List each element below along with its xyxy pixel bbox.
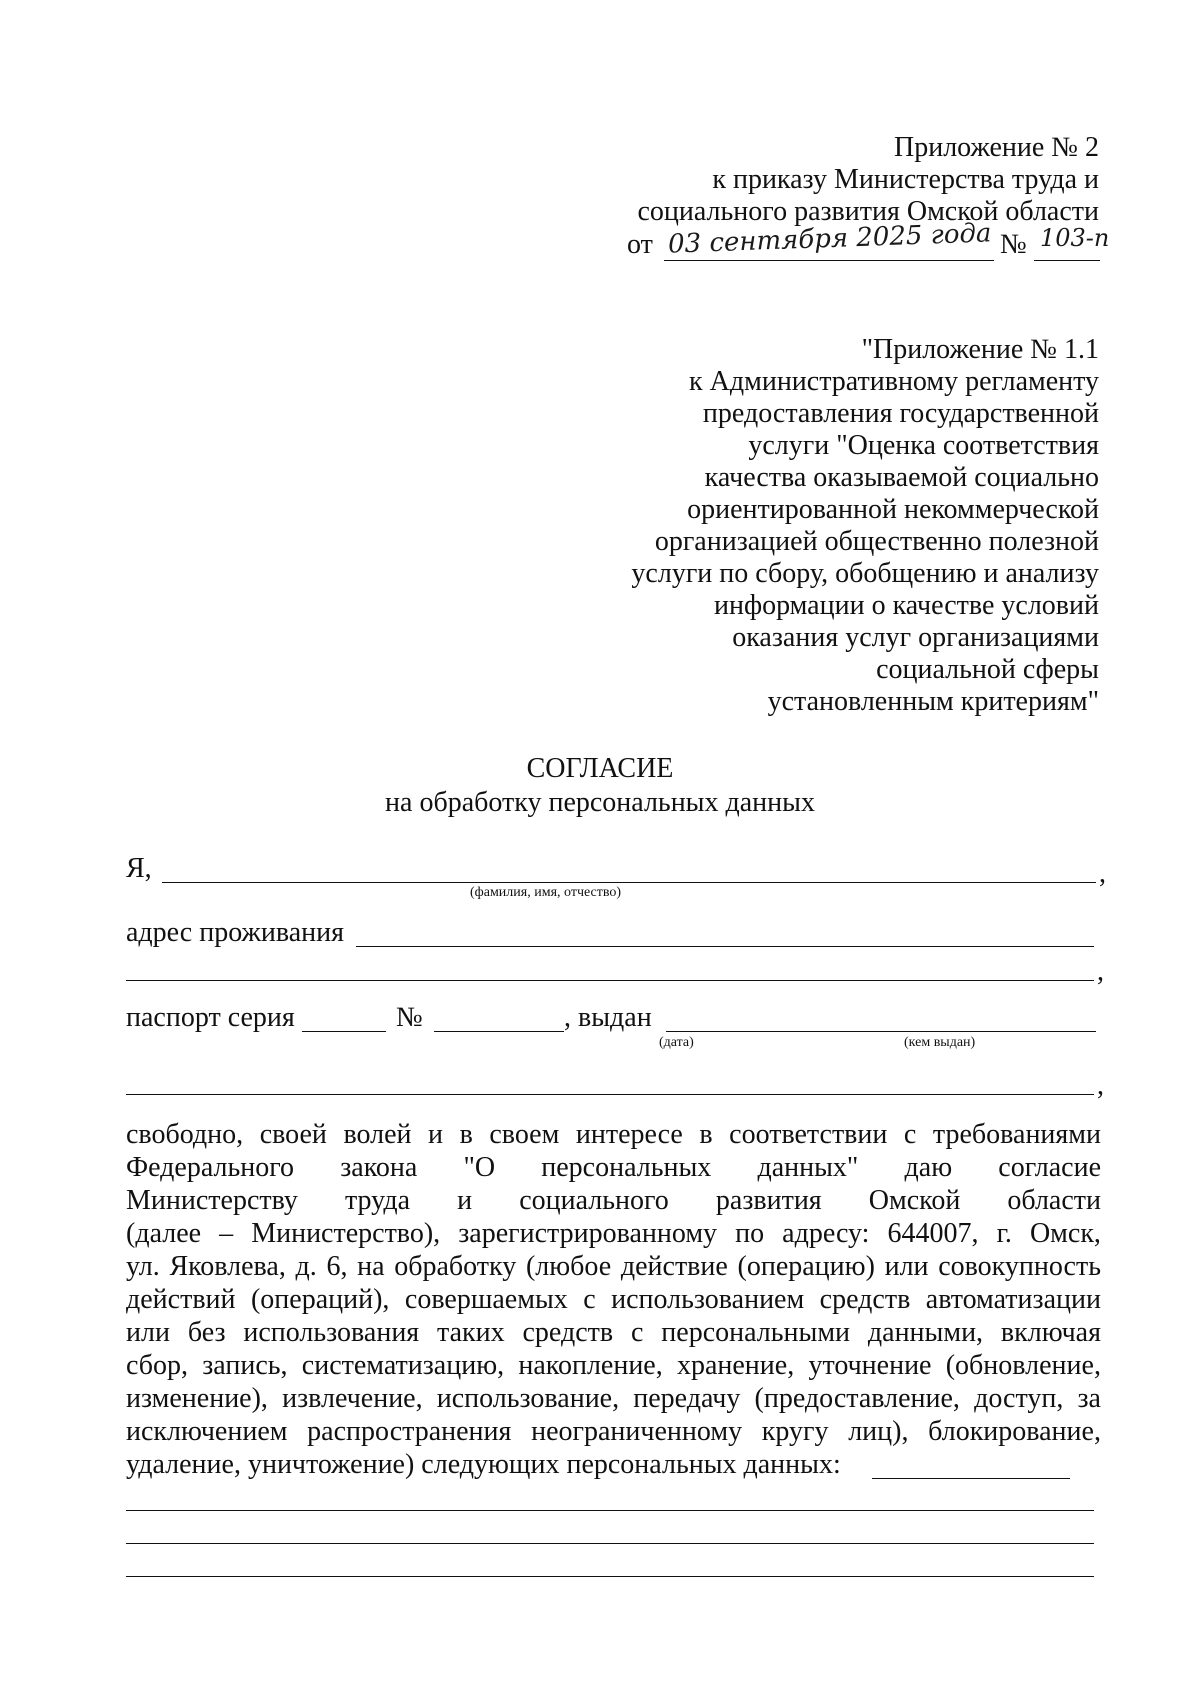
appendix-line: ориентированной некоммерческой [687,494,1099,525]
body-line: Федерального закона "О персональных данных" даю согласие [126,1152,1101,1183]
document-title: СОГЛАСИЕ [526,753,674,784]
appendix-line: качества оказываемой социально [704,462,1099,493]
i-label: Я, [126,853,152,884]
fio-field-line[interactable] [162,882,1096,883]
passport-issued-field[interactable] [666,1031,1096,1032]
passport-date-caption: (дата) [659,1035,694,1050]
body-line: ул. Яковлева, д. 6, на обработку (любое действие (операцию) или совокупность [126,1251,1101,1282]
order-number-handwritten: 103-п [1040,224,1110,252]
passport-number-field[interactable] [434,1031,564,1032]
passport-series-label: паспорт серия [126,1002,295,1033]
appendix-line: социальной сферы [876,654,1099,685]
body-line: Министерству труда и социального развития Омской области [126,1185,1101,1216]
header-line-2: к приказу Министерства труда и [712,164,1099,195]
appendix-line: услуги "Оценка соответствия [748,430,1099,461]
address-field-line-1[interactable] [356,946,1094,947]
appendix-line: услуги по сбору, обобщению и анализу [631,558,1099,589]
order-date-handwritten: 03 сентября 2025 года [667,218,992,260]
header-line-3: социального развития Омской области [637,196,1099,227]
appendix-line: организацией общественно полезной [654,526,1099,557]
order-number-underline [1034,260,1100,261]
body-last-line: удаление, уничтожение) следующих персональных данных: [126,1449,841,1480]
personal-data-field-4[interactable] [126,1576,1094,1577]
header-number-label: № [1000,229,1027,260]
personal-data-field-2[interactable] [126,1510,1094,1511]
body-line: изменение), извлечение, использование, передачу (предоставление, доступ, за [126,1383,1101,1414]
appendix-line: информации о качестве условий [713,590,1099,621]
body-line: свободно, своей волей и в своем интересе в соответствии с требованиями [126,1119,1101,1150]
body-line: (далее – Министерство), зарегистрированному по адресу: 644007, г. Омск, [126,1218,1101,1249]
header-from-label: от [627,229,653,260]
appendix-line: к Административному регламенту [689,366,1099,397]
passport-issuer-caption: (кем выдан) [904,1035,976,1050]
passport-issued-label: , выдан [564,1002,652,1033]
passport-issued-field-2[interactable] [126,1094,1094,1095]
body-line: или без использования таких средств с персональными данными, включая [126,1317,1101,1348]
address-field-line-2[interactable] [126,980,1094,981]
appendix-line: предоставления государственной [702,398,1099,429]
appendix-line: оказания услуг организациями [732,622,1099,653]
personal-data-field-3[interactable] [126,1543,1094,1544]
address-label: адрес проживания [126,917,344,948]
appendix-line: установленным критериям" [767,686,1099,717]
document-subtitle: на обработку персональных данных [385,787,815,818]
address-comma: , [1097,956,1104,987]
passport-comma: , [1097,1070,1104,1101]
passport-series-field[interactable] [302,1031,386,1032]
personal-data-field-1[interactable] [872,1478,1070,1479]
body-line: исключением распространения неограниченному кругу лиц), блокирование, [126,1416,1101,1447]
body-line: сбор, запись, систематизацию, накопление, хранение, уточнение (обновление, [126,1350,1101,1381]
fio-comma: , [1099,858,1106,889]
order-date-underline [664,260,994,261]
body-line: действий (операций), совершаемых с использованием средств автоматизации [126,1284,1101,1315]
fio-caption: (фамилия, имя, отчество) [470,885,622,900]
passport-number-label: № [396,1002,423,1033]
header-line-1: Приложение № 2 [894,132,1099,163]
appendix-line: "Приложение № 1.1 [861,334,1099,365]
